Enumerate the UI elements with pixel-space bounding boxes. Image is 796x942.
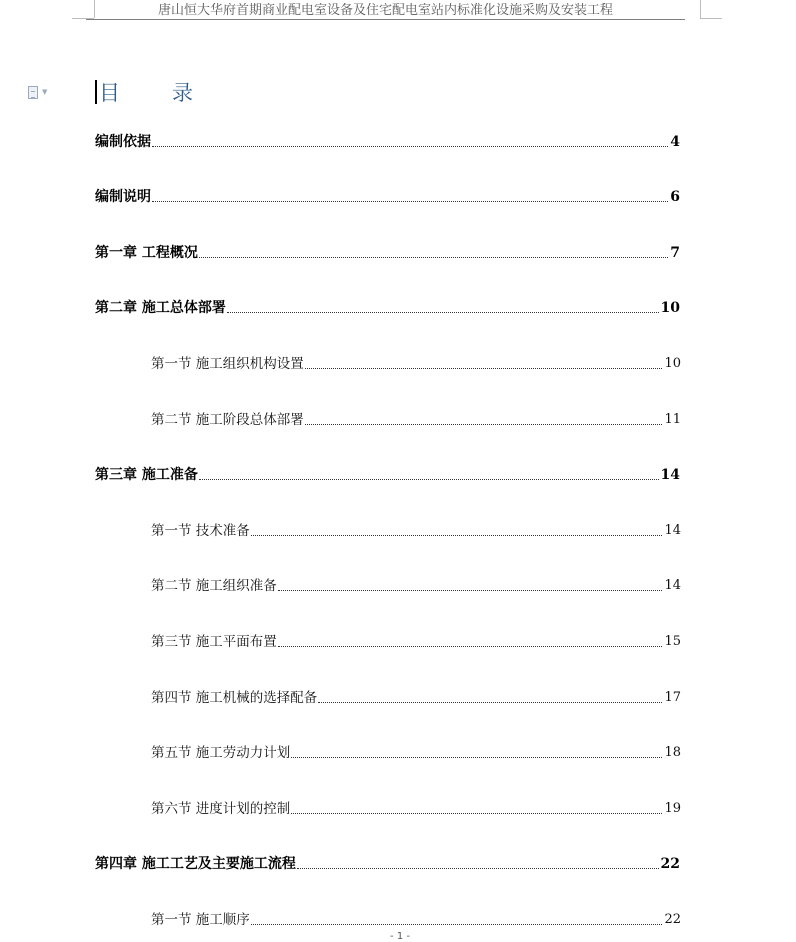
toc-leader <box>199 478 659 480</box>
toc-entry[interactable] <box>95 132 680 152</box>
toc-leader <box>278 589 663 591</box>
toc-leader <box>278 645 663 647</box>
toc-entry[interactable] <box>151 743 681 763</box>
toc-entry-label: 第二节 施工阶段总体部署 <box>151 412 304 428</box>
toc-entry-label: 第四章 施工工艺及主要施工流程 <box>95 856 296 872</box>
toc-entry-label: 第五节 施工劳动力计划 <box>151 745 291 761</box>
toc-entry[interactable] <box>151 688 681 708</box>
toc-entry[interactable] <box>151 910 681 930</box>
toc-entry-page: 22 <box>664 912 681 927</box>
toc-entry-page: 18 <box>664 745 681 760</box>
toc-entry[interactable] <box>151 410 681 430</box>
page-header: 唐山恒大华府首期商业配电室设备及住宅配电室站内标准化设施采购及安装工程 <box>86 3 685 20</box>
toc-entry[interactable] <box>151 576 681 596</box>
toc-entry[interactable] <box>151 521 681 541</box>
toc-entry-label: 第一节 施工顺序 <box>151 912 250 928</box>
toc-entry-page: 22 <box>660 856 680 872</box>
toc-heading-char-2: 录 <box>172 81 193 105</box>
toc-entry-page: 14 <box>664 578 681 593</box>
toc-leader <box>251 923 663 925</box>
toc-entry-page: 10 <box>664 356 681 371</box>
toc-entry-label: 第三章 施工准备 <box>95 467 198 483</box>
toc-leader <box>227 311 659 313</box>
toc-entry-page: 10 <box>660 300 680 316</box>
toc-leader <box>291 812 662 814</box>
toc-entry[interactable] <box>151 799 681 819</box>
toc-heading[interactable] <box>95 80 193 106</box>
toc-entry[interactable] <box>95 465 680 485</box>
chevron-down-icon: ▼ <box>42 88 48 96</box>
toc-entry-page: 19 <box>664 801 681 816</box>
toc-leader <box>305 367 663 369</box>
toc-entry-label: 第一节 施工组织机构设置 <box>151 356 304 372</box>
toc-leader <box>251 534 663 536</box>
toc-leader <box>152 145 668 147</box>
toc-entry-label: 第六节 进度计划的控制 <box>151 801 291 817</box>
toc-entry-label: 编制说明 <box>95 189 151 205</box>
crop-mark-top-right <box>700 0 701 18</box>
toc-leader <box>152 200 668 202</box>
toc-entry-label: 第一节 技术准备 <box>151 523 250 539</box>
toc-entry-label: 编制依据 <box>95 134 151 150</box>
toc-entry-label: 第二节 施工组织准备 <box>151 578 277 594</box>
toc-leader <box>297 867 659 869</box>
document-icon <box>28 86 38 99</box>
toc-leader <box>318 701 662 703</box>
page-footer-number: - 1 - <box>390 931 410 942</box>
toc-entry-page: 11 <box>664 412 681 427</box>
text-cursor <box>95 80 97 104</box>
toc-entry-page: 14 <box>664 523 681 538</box>
toc-entry-label: 第四节 施工机械的选择配备 <box>151 690 318 706</box>
toc-entry-label: 第一章 工程概况 <box>95 245 198 261</box>
toc-entry[interactable] <box>151 632 681 652</box>
toc-entry-page: 14 <box>660 467 680 483</box>
toc-leader <box>305 423 663 425</box>
toc-entry-label: 第二章 施工总体部署 <box>95 300 226 316</box>
crop-mark-top-right-h <box>700 18 722 19</box>
toc-entry-label: 第三节 施工平面布置 <box>151 634 277 650</box>
toc-entry[interactable] <box>95 854 680 874</box>
toc-entry[interactable] <box>151 354 681 374</box>
toc-entry[interactable] <box>95 298 680 318</box>
toc-entry-page: 4 <box>670 134 680 150</box>
toc-entry[interactable] <box>95 243 680 263</box>
toc-entry-page: 15 <box>664 634 681 649</box>
toc-entry[interactable] <box>95 187 680 207</box>
toc-leader <box>291 756 662 758</box>
document-icon-menu[interactable] <box>28 84 54 100</box>
toc-entry-page: 6 <box>670 189 680 205</box>
toc-entry-page: 17 <box>664 690 681 705</box>
toc-entry-page: 7 <box>670 245 680 261</box>
toc-heading-char-1: 目 <box>99 81 120 105</box>
toc-leader <box>199 256 668 258</box>
